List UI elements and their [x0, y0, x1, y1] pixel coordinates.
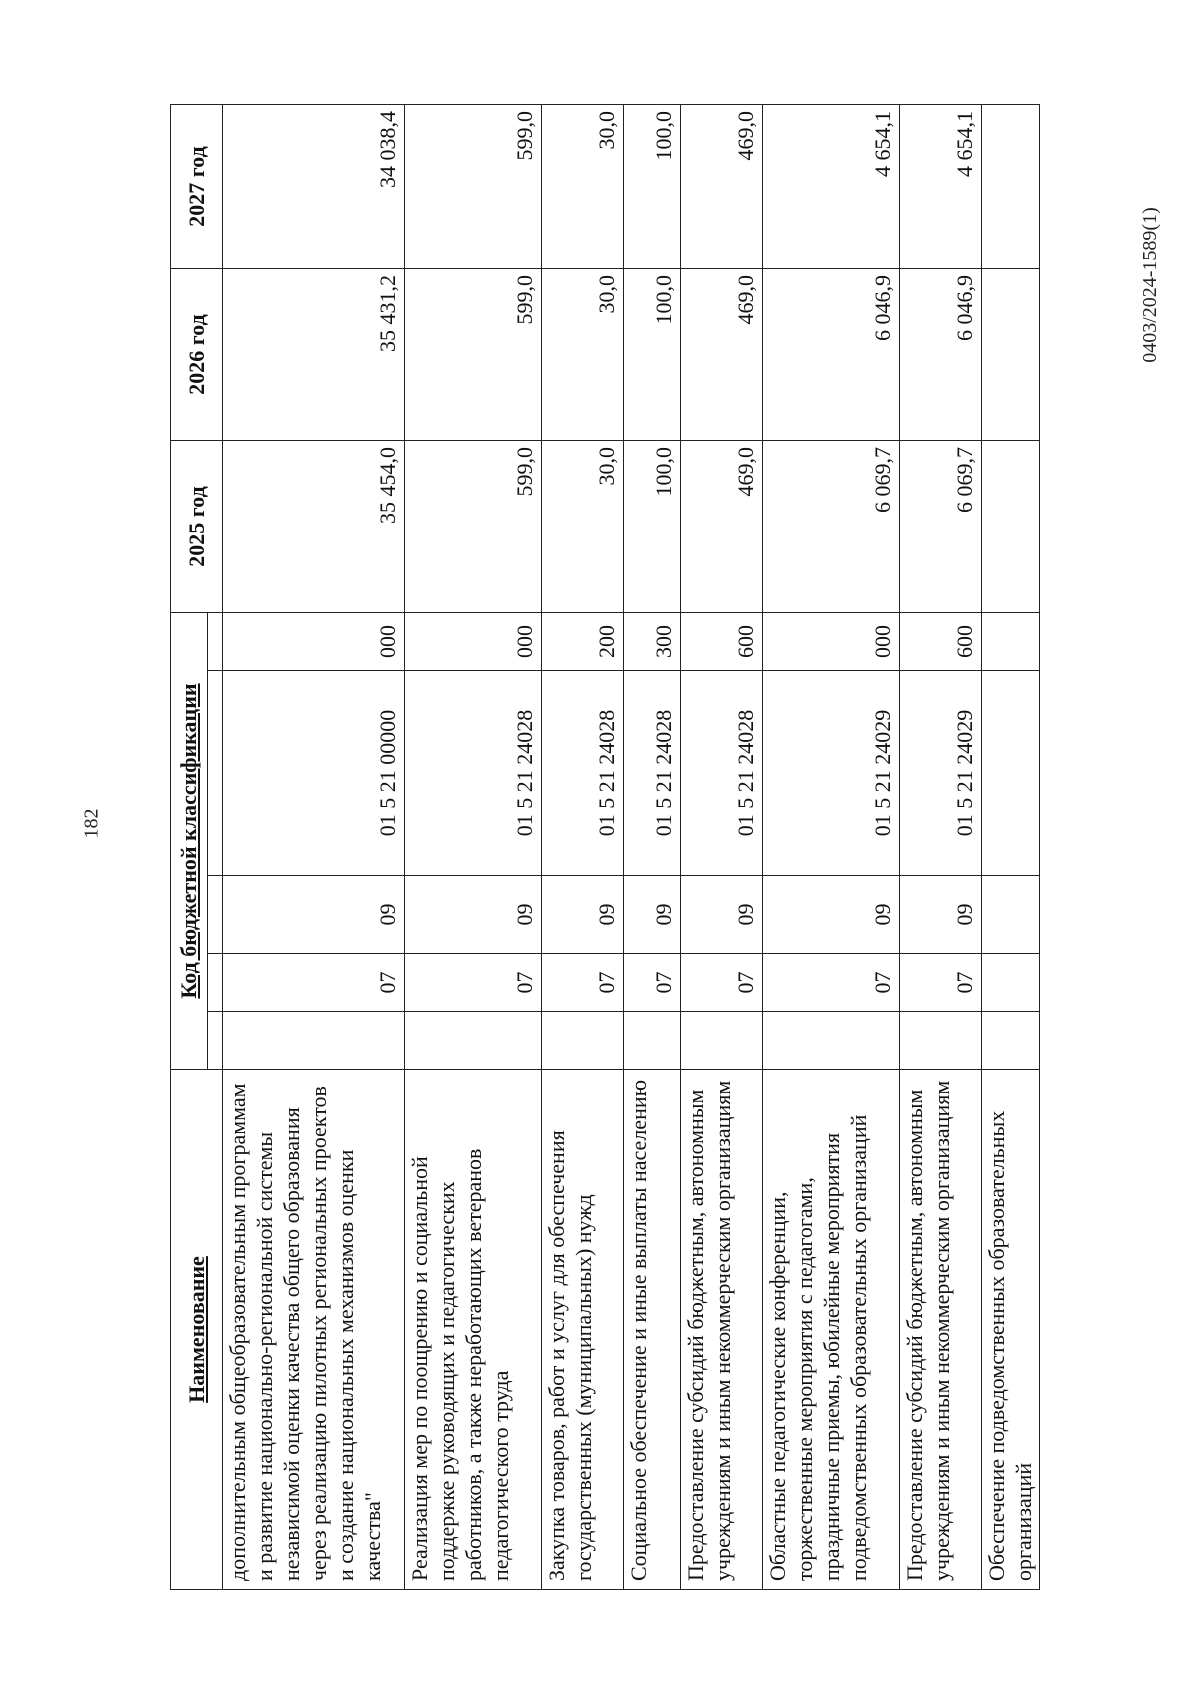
row-amount-2027: 4 654,1: [900, 105, 982, 269]
row-code-target: [981, 671, 1039, 876]
row-code-type: [981, 613, 1039, 671]
row-code-1: [680, 1012, 762, 1070]
row-code-section: 07: [900, 954, 982, 1012]
row-code-target: 01 5 21 24028: [623, 671, 680, 876]
row-amount-2026: [981, 269, 1039, 441]
table-row: [223, 105, 405, 1590]
row-name: Закупка товаров, работ и услуг для обеспечения государственных (муниципальных) нужд: [542, 1070, 624, 1590]
row-name: Областные педагогические конференции, торжественные мероприятия с педагогами, праздничные приемы, юбилейные мероприятия подведомственных образовательных организаций: [762, 1070, 900, 1590]
row-code-target: 01 5 21 00000: [223, 671, 405, 876]
page-number: 182: [80, 808, 103, 839]
row-amount-2026: 6 046,9: [900, 269, 982, 441]
row-code-section: 07: [223, 954, 405, 1012]
row-code-section: 07: [542, 954, 624, 1012]
row-code-1: [981, 1012, 1039, 1070]
row-code-1: [223, 1012, 405, 1070]
row-code-target: 01 5 21 24028: [680, 671, 762, 876]
row-name: Социальное обеспечение и иные выплаты населению: [623, 1070, 680, 1590]
row-code-target: 01 5 21 24029: [762, 671, 900, 876]
row-name: Предоставление субсидий бюджетным, автономным учреждениям и иным некоммерческим организациям: [900, 1070, 982, 1590]
table-row: [900, 105, 982, 1590]
table-row: [680, 105, 762, 1590]
row-code-type: 600: [900, 613, 982, 671]
row-amount-2026: 6 046,9: [762, 269, 900, 441]
row-code-subsection: 09: [680, 876, 762, 954]
row-code-subsection: 09: [404, 876, 542, 954]
row-code-section: 07: [680, 954, 762, 1012]
header-2026: 2026 год: [171, 269, 223, 441]
row-name: Обеспечение подведомственных образовательных организаций: [981, 1070, 1039, 1590]
row-code-subsection: 09: [542, 876, 624, 954]
row-amount-2027: 100,0: [623, 105, 680, 269]
budget-table-wrapper: [170, 105, 1040, 1590]
row-code-type: 200: [542, 613, 624, 671]
row-code-1: [623, 1012, 680, 1070]
row-code-1: [762, 1012, 900, 1070]
code-subcol-2: [208, 954, 223, 1012]
table-row: [623, 105, 680, 1590]
table-body: [223, 105, 1040, 1590]
row-amount-2027: 599,0: [404, 105, 542, 269]
row-amount-2025: 35 454,0: [223, 441, 405, 613]
row-code-type: 300: [623, 613, 680, 671]
row-name: Реализация мер по поощрению и социальной поддержке руководящих и педагогических работников, а также неработающих ветеранов педагогического труда: [404, 1070, 542, 1590]
row-amount-2025: 469,0: [680, 441, 762, 613]
header-code: Код бюджетной классификации: [171, 613, 208, 1070]
row-code-type: 000: [762, 613, 900, 671]
row-code-target: 01 5 21 24028: [542, 671, 624, 876]
header-name: Наименование: [171, 1070, 223, 1590]
row-code-section: 07: [404, 954, 542, 1012]
row-amount-2025: 599,0: [404, 441, 542, 613]
row-name: дополнительным общеобразовательным программам и развитие национально-региональной системы независимой оценки качества общего образования через реализацию пилотных региональных проектов и создание национальных механизмов оценки качества": [223, 1070, 405, 1590]
document-code: 0403/2024-1589(1): [1139, 207, 1161, 363]
row-amount-2027: 30,0: [542, 105, 624, 269]
row-amount-2026: 35 431,2: [223, 269, 405, 441]
table-row: [981, 105, 1039, 1590]
code-subcol-3: [208, 876, 223, 954]
row-amount-2027: 4 654,1: [762, 105, 900, 269]
table-row: [762, 105, 900, 1590]
row-code-type: 600: [680, 613, 762, 671]
row-code-target: 01 5 21 24028: [404, 671, 542, 876]
row-code-section: 07: [762, 954, 900, 1012]
row-code-subsection: 09: [623, 876, 680, 954]
header-2027: 2027 год: [171, 105, 223, 269]
row-amount-2027: 34 038,4: [223, 105, 405, 269]
header-row: [171, 105, 208, 1590]
row-name: Предоставление субсидий бюджетным, автономным учреждениям и иным некоммерческим организациям: [680, 1070, 762, 1590]
row-amount-2025: 6 069,7: [762, 441, 900, 613]
row-code-subsection: 09: [223, 876, 405, 954]
row-code-1: [900, 1012, 982, 1070]
row-code-1: [542, 1012, 624, 1070]
row-amount-2025: 100,0: [623, 441, 680, 613]
row-amount-2025: [981, 441, 1039, 613]
row-code-section: 07: [623, 954, 680, 1012]
row-amount-2026: 30,0: [542, 269, 624, 441]
header-2025: 2025 год: [171, 441, 223, 613]
table-header: [171, 105, 223, 1590]
row-code-subsection: 09: [900, 876, 982, 954]
row-amount-2025: 6 069,7: [900, 441, 982, 613]
row-code-target: 01 5 21 24029: [900, 671, 982, 876]
row-code-section: [981, 954, 1039, 1012]
table-row: [542, 105, 624, 1590]
row-amount-2025: 30,0: [542, 441, 624, 613]
row-code-1: [404, 1012, 542, 1070]
row-amount-2026: 599,0: [404, 269, 542, 441]
row-amount-2026: 100,0: [623, 269, 680, 441]
row-code-type: 000: [223, 613, 405, 671]
row-code-subsection: [981, 876, 1039, 954]
budget-table: [170, 104, 1040, 1590]
row-amount-2027: 469,0: [680, 105, 762, 269]
table-row: [404, 105, 542, 1590]
row-code-type: 000: [404, 613, 542, 671]
row-code-subsection: 09: [762, 876, 900, 954]
code-subcol-4: [208, 671, 223, 876]
code-subcol-1: [208, 1012, 223, 1070]
row-amount-2026: 469,0: [680, 269, 762, 441]
row-amount-2027: [981, 105, 1039, 269]
code-subcol-5: [208, 613, 223, 671]
